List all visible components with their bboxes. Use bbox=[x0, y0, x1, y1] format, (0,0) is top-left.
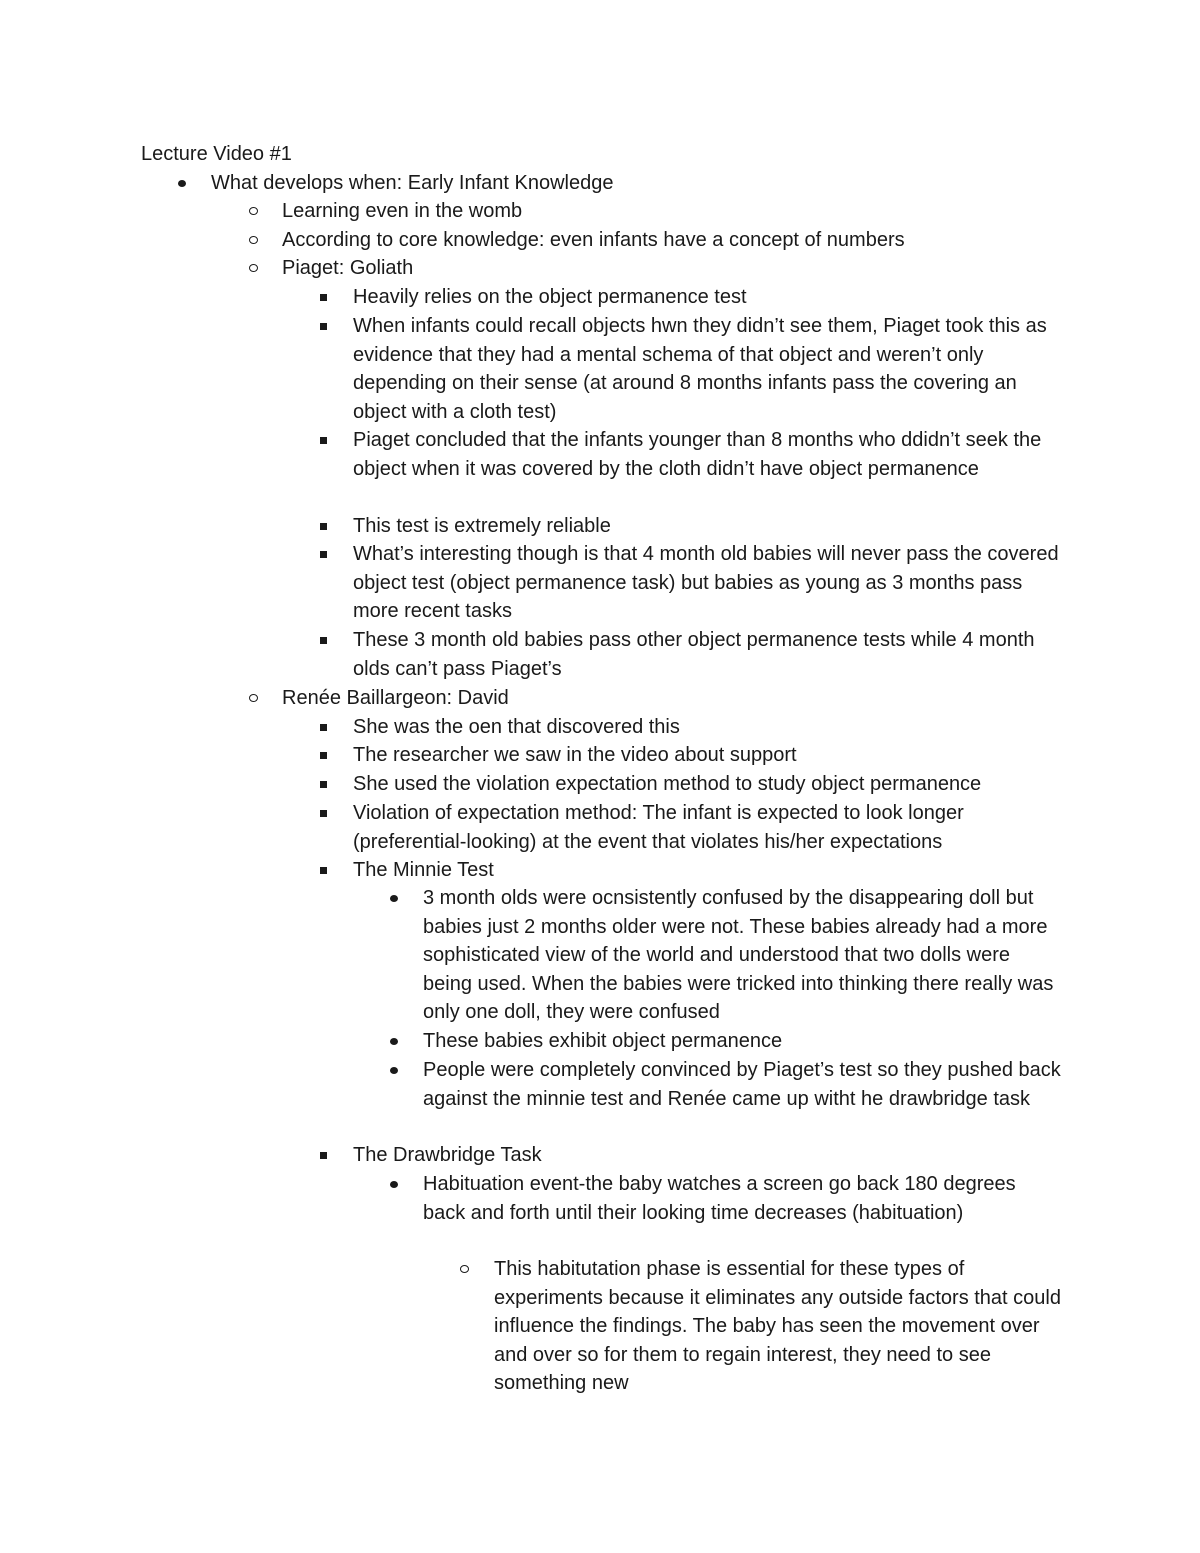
list-item: These babies exhibit object permanence bbox=[423, 1027, 1063, 1056]
square-bullet-icon bbox=[317, 512, 329, 541]
list-item: This habitutation phase is essential for these types of experiments because it eliminates any outside factors that could influence the findings. The baby has seen the movement over and over so for them to regain interest, they need to see something new bbox=[494, 1255, 1064, 1398]
list-item: Piaget: Goliath bbox=[282, 254, 1112, 283]
list-item: The Minnie Test bbox=[353, 856, 1068, 885]
square-bullet-icon bbox=[317, 426, 329, 455]
list-item: Habituation event-the baby watches a screen go back 180 degrees back and forth until their looking time decreases (habituation) bbox=[423, 1170, 1063, 1227]
square-bullet-icon bbox=[317, 540, 329, 569]
circle-bullet-icon bbox=[247, 684, 259, 713]
square-bullet-icon bbox=[317, 799, 329, 828]
square-bullet-icon bbox=[317, 770, 329, 799]
list-item: The Drawbridge Task bbox=[353, 1141, 1068, 1170]
disc-bullet-icon bbox=[388, 1056, 400, 1085]
list-item: 3 month olds were ocnsistently confused by the disappearing doll but babies just 2 months older were not. These babies already had a more sophisticated view of the world and understood that two dolls were being used. When the babies were tricked into thinking there really was only one doll, they were confused bbox=[423, 884, 1063, 1027]
square-bullet-icon bbox=[317, 626, 329, 655]
disc-bullet-icon bbox=[388, 1170, 400, 1199]
list-item: When infants could recall objects hwn they didn’t see them, Piaget took this as evidence that they had a mental schema of that object and weren’t only depending on their sense (at around 8 months infants pass the covering an object with a cloth test) bbox=[353, 312, 1068, 426]
list-item: Learning even in the womb bbox=[282, 197, 1112, 226]
list-item: The researcher we saw in the video about support bbox=[353, 741, 1068, 770]
square-bullet-icon bbox=[317, 1141, 329, 1170]
square-bullet-icon bbox=[317, 312, 329, 341]
circle-bullet-icon bbox=[458, 1255, 470, 1284]
square-bullet-icon bbox=[317, 741, 329, 770]
list-item: She used the violation expectation method to study object permanence bbox=[353, 770, 1068, 799]
disc-bullet-icon bbox=[388, 884, 400, 913]
list-item: Heavily relies on the object permanence test bbox=[353, 283, 1068, 312]
list-item: This test is extremely reliable bbox=[353, 512, 1068, 541]
square-bullet-icon bbox=[317, 713, 329, 742]
document-title: Lecture Video #1 bbox=[141, 143, 292, 165]
list-item: Piaget concluded that the infants younger than 8 months who ddidn’t seek the object when it was covered by the cloth didn’t have object permanence bbox=[353, 426, 1068, 483]
circle-bullet-icon bbox=[247, 226, 259, 255]
list-item: She was the oen that discovered this bbox=[353, 713, 1068, 742]
list-item: According to core knowledge: even infants have a concept of numbers bbox=[282, 226, 1112, 255]
list-item: What develops when: Early Infant Knowledge bbox=[211, 169, 1111, 198]
list-item: Violation of expectation method: The infant is expected to look longer (preferential-looking) at the event that violates his/her expectations bbox=[353, 799, 1068, 856]
square-bullet-icon bbox=[317, 283, 329, 312]
circle-bullet-icon bbox=[247, 254, 259, 283]
disc-bullet-icon bbox=[176, 169, 188, 198]
list-item: Renée Baillargeon: David bbox=[282, 684, 1112, 713]
disc-bullet-icon bbox=[388, 1027, 400, 1056]
square-bullet-icon bbox=[317, 856, 329, 885]
list-item: People were completely convinced by Piaget’s test so they pushed back against the minnie test and Renée came up witht he drawbridge task bbox=[423, 1056, 1063, 1113]
list-item: What’s interesting though is that 4 month old babies will never pass the covered object test (object permanence task) but babies as young as 3 months pass more recent tasks bbox=[353, 540, 1068, 626]
circle-bullet-icon bbox=[247, 197, 259, 226]
list-item: These 3 month old babies pass other object permanence tests while 4 month olds can’t pass Piaget’s bbox=[353, 626, 1068, 683]
